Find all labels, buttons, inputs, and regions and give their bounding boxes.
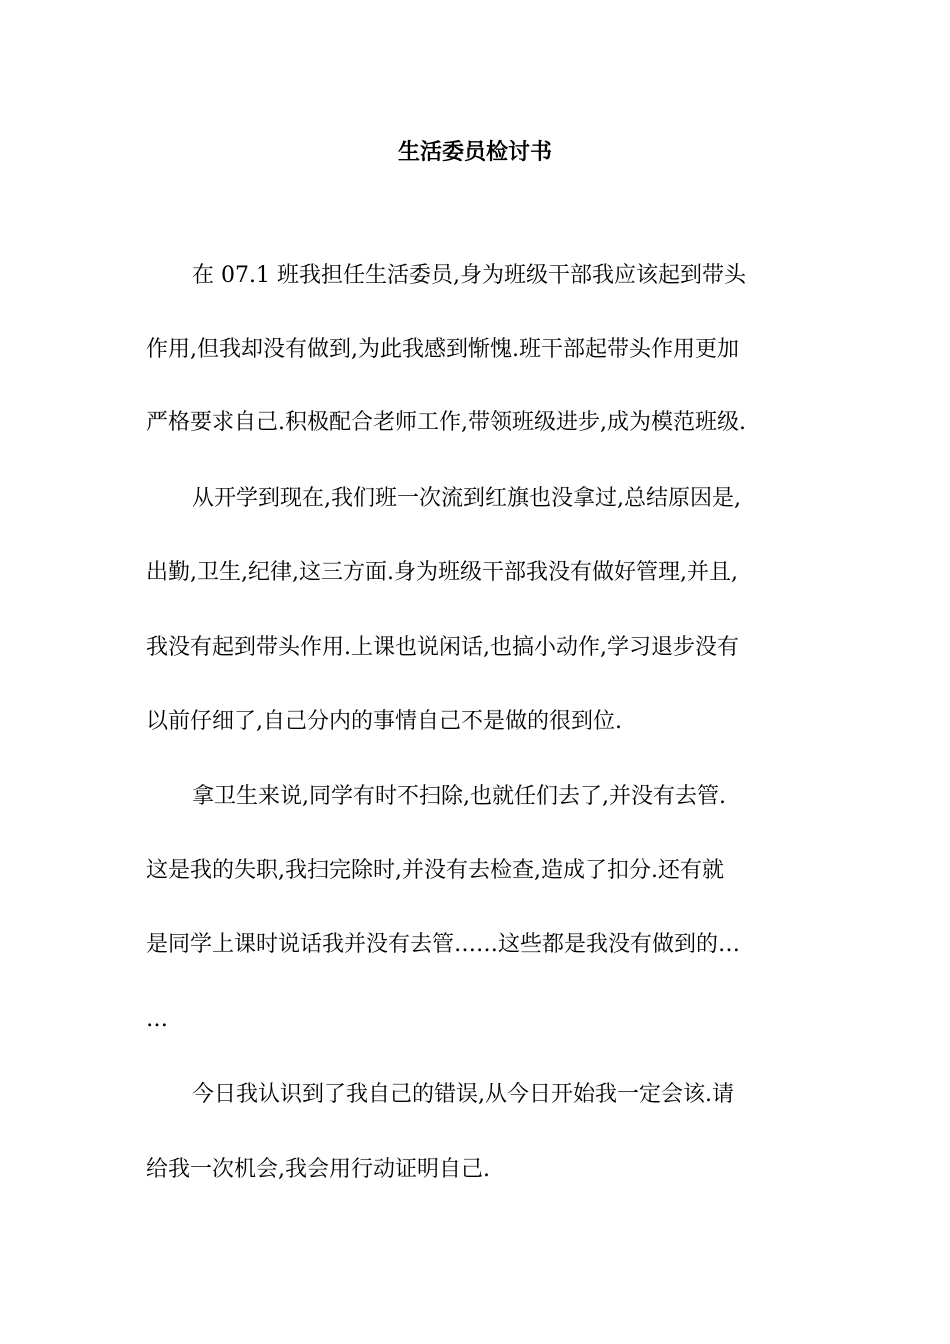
paragraph-4-line-1: 今日我认识到了我自己的错误,从今日开始我一定会该.请	[192, 1082, 734, 1107]
paragraph-2-line-1: 从开学到现在,我们班一次流到红旗也没拿过,总结原因是,	[192, 486, 741, 511]
paragraph-3-line-1: 拿卫生来说,同学有时不扫除,也就任们去了,并没有去管.	[192, 784, 726, 809]
paragraph-4-line-2: 给我一次机会,我会用行动证明自己.	[146, 1157, 490, 1182]
paragraph-3-line-3: 是同学上课时说话我并没有去管……这些都是我没有做到的…	[146, 932, 741, 957]
paragraph-3-line-2: 这是我的失职,我扫完除时,并没有去检查,造成了扣分.还有就	[146, 858, 724, 883]
paragraph-2-line-4: 以前仔细了,自己分内的事情自己不是做的很到位.	[146, 709, 622, 734]
paragraph-3-line-4: …	[146, 1007, 168, 1032]
document-title: 生活委员检讨书	[397, 139, 552, 165]
paragraph-2-line-3: 我没有起到带头作用.上课也说闲话,也搞小动作,学习退步没有	[146, 635, 739, 660]
paragraph-1-line-3: 严格要求自己.积极配合老师工作,带领班级进步,成为模范班级.	[146, 410, 746, 435]
paragraph-1-line-1: 在 07.1 班我担任生活委员,身为班级干部我应该起到带头	[192, 263, 746, 288]
paragraph-1-line-2: 作用,但我却没有做到,为此我感到惭愧.班干部起带头作用更加	[146, 337, 739, 362]
paragraph-2-line-2: 出勤,卫生,纪律,这三方面.身为班级干部我没有做好管理,并且,	[146, 560, 738, 585]
